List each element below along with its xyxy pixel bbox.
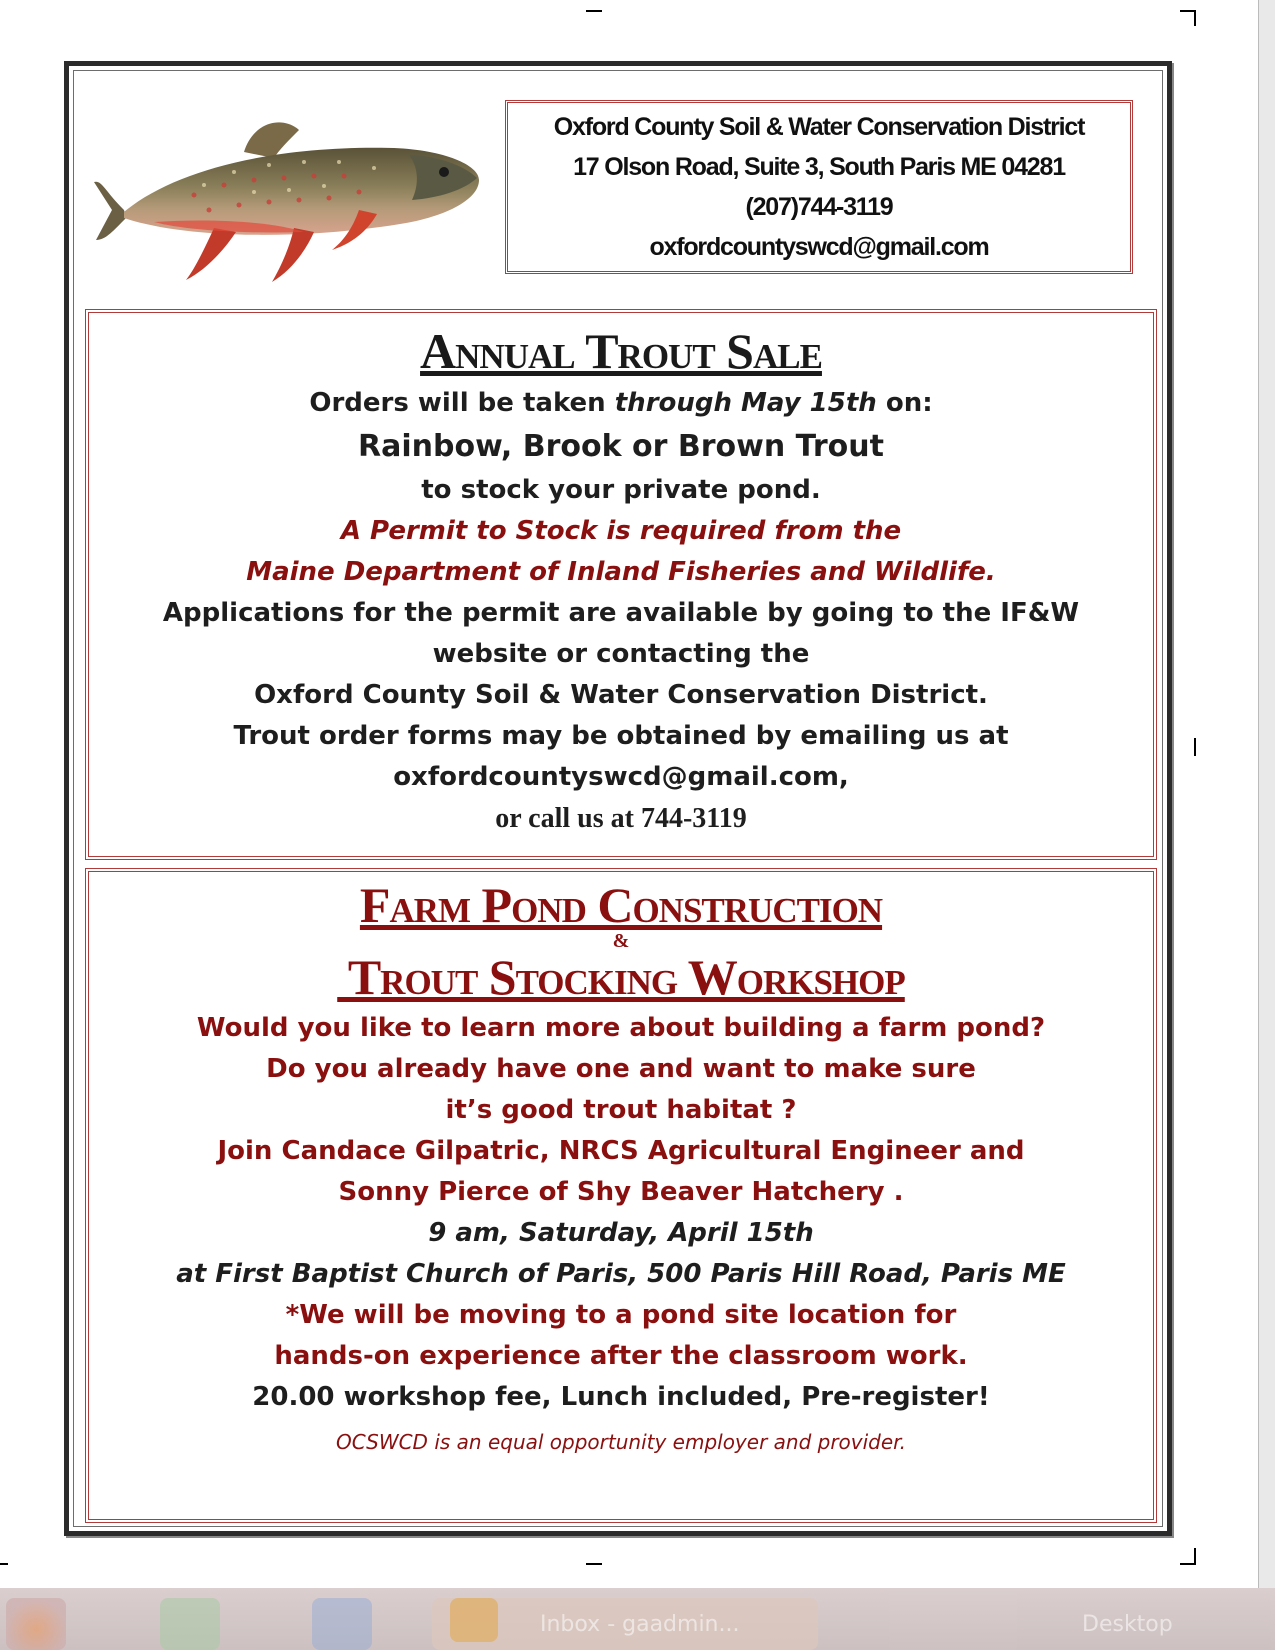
- crop-mark-bottom-left: [0, 1563, 8, 1565]
- crop-mark-bottom-right-v: [1194, 1548, 1196, 1564]
- order-forms-email: oxfordcountyswcd@gmail.com,: [393, 762, 849, 792]
- workshop-fee: 20.00 workshop fee, Lunch included, Pre-register!: [252, 1382, 990, 1412]
- crop-mark-bottom: [586, 1563, 602, 1565]
- call-line: or call us at 744-3119: [495, 803, 747, 834]
- workshop-title-2: Trout Stocking Workshop: [337, 949, 905, 1005]
- workshop-location: at First Baptist Church of Paris, 500 Paris Hill Road, Paris ME: [176, 1259, 1066, 1289]
- presenters-line-2: Sonny Pierce of Shy Beaver Hatchery .: [338, 1177, 904, 1207]
- word-icon[interactable]: [312, 1598, 372, 1650]
- workshop-title-ampersand: &: [612, 930, 630, 952]
- applications-line-1: Applications for the permit are available by going to the IF&W: [162, 598, 1080, 628]
- page-right-edge: [1258, 0, 1275, 1588]
- orders-deadline: through May 15th: [614, 388, 877, 418]
- question-1: Would you like to learn more about building a farm pond?: [196, 1013, 1046, 1043]
- question-2a: Do you already have one and want to make sure: [266, 1054, 976, 1084]
- firefox-icon[interactable]: [6, 1598, 66, 1650]
- stock-line: to stock your private pond.: [421, 475, 821, 505]
- trout-image: [94, 110, 494, 290]
- orders-suffix: on:: [876, 388, 933, 418]
- question-2b: it’s good trout habitat ?: [445, 1095, 797, 1125]
- permit-line-2: Maine Department of Inland Fisheries and Wildlife.: [246, 557, 996, 587]
- pond-site-line-2: hands-on experience after the classroom work.: [274, 1341, 968, 1371]
- crop-mark-top: [586, 10, 602, 12]
- outlook-taskbar-label: Inbox - gaadmin...: [540, 1612, 740, 1637]
- crop-mark-right: [1194, 738, 1196, 756]
- contact-box: [505, 100, 1133, 274]
- workshop-section: [85, 868, 1157, 1523]
- phone-number: (207)744-3119: [745, 193, 893, 221]
- orders-line: [89, 383, 1153, 424]
- outlook-icon: [450, 1598, 498, 1642]
- applications-line-2: website or contacting the: [432, 639, 810, 669]
- pond-site-line-1: *We will be moving to a pond site location for: [285, 1300, 957, 1330]
- excel-icon[interactable]: [160, 1598, 220, 1650]
- taskbar: [0, 1588, 1275, 1650]
- workshop-title-1: Farm Pond Construction: [359, 877, 883, 933]
- equal-opportunity-statement: OCSWCD is an equal opportunity employer and provider.: [336, 1430, 906, 1454]
- orders-prefix: Orders will be taken: [309, 388, 615, 418]
- trout-types: Rainbow, Brook or Brown Trout: [358, 429, 884, 464]
- workshop-time: 9 am, Saturday, April 15th: [428, 1218, 814, 1248]
- trout-sale-section: [85, 309, 1157, 860]
- organization-name: Oxford County Soil & Water Conservation District: [553, 113, 1085, 141]
- presenters-line-1: Join Candace Gilpatric, NRCS Agricultural Engineer and: [217, 1136, 1025, 1166]
- permit-line-1: A Permit to Stock is required from the: [340, 516, 902, 546]
- address: 17 Olson Road, Suite 3, South Paris ME 04281: [573, 153, 1065, 181]
- order-forms-line: Trout order forms may be obtained by emailing us at: [233, 721, 1009, 751]
- email-address: oxfordcountyswcd@gmail.com: [649, 233, 989, 261]
- desktop-toolbar-label[interactable]: Desktop: [1082, 1612, 1173, 1637]
- crop-mark-top-right-v: [1194, 10, 1196, 26]
- applications-line-3: Oxford County Soil & Water Conservation District.: [254, 680, 988, 710]
- trout-sale-title: Annual Trout Sale: [420, 323, 822, 379]
